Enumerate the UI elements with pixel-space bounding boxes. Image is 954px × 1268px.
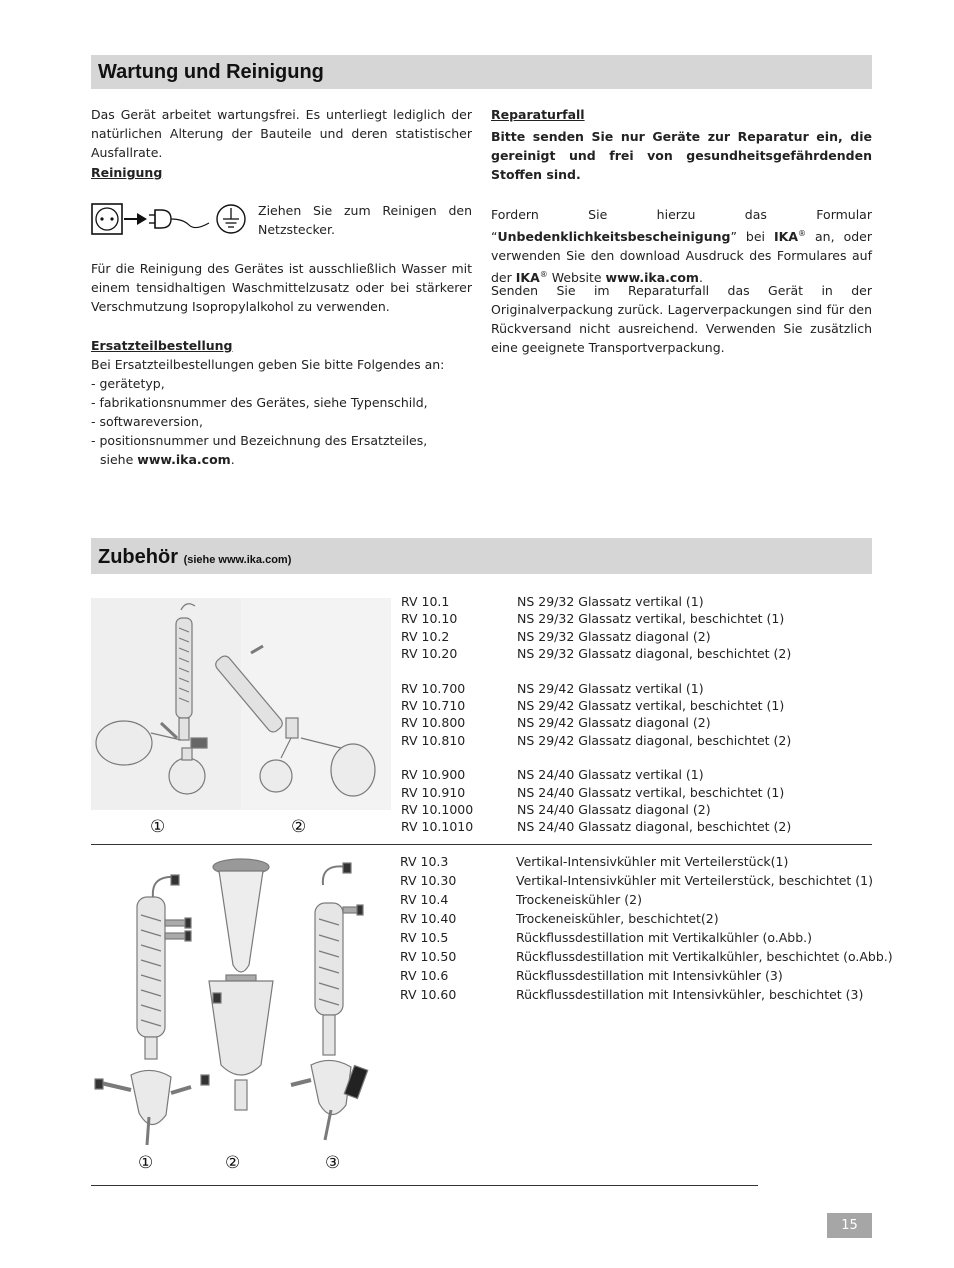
figure-label-3: ③	[325, 1153, 341, 1173]
divider	[91, 1185, 758, 1186]
accessory-table-glass-sets	[401, 593, 791, 836]
list-item: - positionsnummer und Bezeichnung des Ersatzteiles,	[91, 433, 428, 448]
unplug-text: Ziehen Sie zum Reinigen den Netzstecker.	[258, 203, 472, 237]
table-row: RV 10.40 Trockeneiskühler, beschichtet(2)	[400, 910, 719, 926]
table-row: RV 10.10 NS 29/32 Glassatz vertikal, beschichtet (1)	[401, 611, 785, 627]
repair-heading: Reparaturfall	[491, 107, 585, 122]
table-row: RV 10.50 Rückflussdestillation mit Vertikalkühler, beschichtet (o.Abb.)	[400, 948, 893, 964]
table-row: RV 10.700 NS 29/42 Glassatz vertikal (1)	[401, 680, 704, 696]
spare-parts-block	[91, 355, 472, 469]
section-title: Wartung und Reinigung	[98, 61, 324, 83]
table-row: RV 10.4 Trockeneiskühler (2)	[400, 891, 642, 907]
table-row: RV 10.1000 NS 24/40 Glassatz diagonal (2)	[401, 801, 711, 817]
section-header-wartung	[91, 55, 872, 89]
divider	[91, 844, 872, 845]
table-row: RV 10.60 Rückflussdestillation mit Intensivkühler, beschichtet (3)	[400, 986, 864, 1002]
table-row: RV 10.810 NS 29/42 Glassatz diagonal, beschichtet (2)	[401, 732, 792, 748]
cleaning-text: Für die Reinigung des Gerätes ist ausschließlich Wasser mit einem tensidhaltigen Waschmittelzusatz oder bei stärkerer Verschmutzung Isopropylalkohol zu verwenden.	[91, 261, 472, 314]
see-website-line: siehe www.ika.com.	[100, 452, 235, 467]
section-title: Zubehör	[98, 546, 178, 568]
page-number: 15	[827, 1213, 872, 1238]
table-row: RV 10.1 NS 29/32 Glassatz vertikal (1)	[401, 594, 704, 609]
table-row: RV 10.2 NS 29/32 Glassatz diagonal (2)	[401, 628, 711, 644]
list-item: - softwareversion,	[91, 414, 203, 429]
table-row: RV 10.800 NS 29/42 Glassatz diagonal (2)	[401, 715, 711, 731]
table-row: RV 10.1010 NS 24/40 Glassatz diagonal, beschichtet (2)	[401, 819, 792, 835]
section-header-zubehoer	[91, 538, 872, 574]
spare-parts-heading: Ersatzteilbestellung	[91, 338, 233, 353]
spare-parts-intro: Bei Ersatzteilbestellungen geben Sie bitte Folgendes an:	[91, 357, 445, 372]
figure-label-1: ①	[150, 817, 166, 837]
repair-bold-text: Bitte senden Sie nur Geräte zur Reparatur ein, die gereinigt und frei von gesundheitsgefährdenden Stoffen sind.	[491, 129, 872, 182]
table-row: RV 10.5 Rückflussdestillation mit Vertikalkühler (o.Abb.)	[400, 929, 812, 945]
figure-label-2: ②	[291, 817, 307, 837]
list-item: - gerätetyp,	[91, 376, 165, 391]
table-row: RV 10.6 Rückflussdestillation mit Intensivkühler (3)	[400, 967, 783, 983]
section-subtitle: (siehe www.ika.com)	[183, 554, 292, 566]
repair-packaging-text: Senden Sie im Reparaturfall das Gerät in der Originalverpackung zurück. Lagerverpackungen sind für den Rückversand nicht ausreichend. Verwenden Sie zusätzlich eine geeignete Transportverpackung.	[491, 283, 872, 355]
table-row: RV 10.710 NS 29/42 Glassatz vertikal, beschichtet (1)	[401, 697, 785, 713]
cooler-illustration	[91, 855, 391, 1155]
intro-text: Das Gerät arbeitet wartungsfrei. Es unterliegt lediglich der natürlichen Alterung der Bauteile und deren statistischer Ausfallrate.	[91, 107, 472, 160]
unplug-symbol-icon	[91, 203, 251, 235]
accessory-table-coolers	[400, 852, 893, 1004]
figure-label-1: ①	[138, 1153, 154, 1173]
website-link[interactable]: www.ika.com	[605, 270, 699, 286]
list-item: - fabrikationsnummer des Gerätes, siehe Typenschild,	[91, 395, 428, 410]
spare-parts-list	[91, 374, 472, 450]
glass-set-illustration	[91, 598, 391, 813]
repair-form-text: Fordern Sie hierzu das Formular “Unbedenklichkeitsbescheinigung” bei IKA® an, oder verwenden Sie den download Ausdruck des Formulares auf der IKA® Website www.ika.com.	[491, 207, 872, 286]
table-row: RV 10.30 Vertikal-Intensivkühler mit Verteilerstück, beschichtet (1)	[400, 872, 873, 888]
website-link[interactable]: www.ika.com	[137, 452, 231, 467]
table-row: RV 10.20 NS 29/32 Glassatz diagonal, beschichtet (2)	[401, 645, 792, 661]
table-row: RV 10.3 Vertikal-Intensivkühler mit Verteilerstück(1)	[400, 853, 789, 869]
figure-label-2: ②	[225, 1153, 241, 1173]
cleaning-heading: Reinigung	[91, 165, 163, 180]
table-row: RV 10.910 NS 24/40 Glassatz vertikal, beschichtet (1)	[401, 784, 785, 800]
table-row: RV 10.900 NS 24/40 Glassatz vertikal (1)	[401, 767, 704, 783]
